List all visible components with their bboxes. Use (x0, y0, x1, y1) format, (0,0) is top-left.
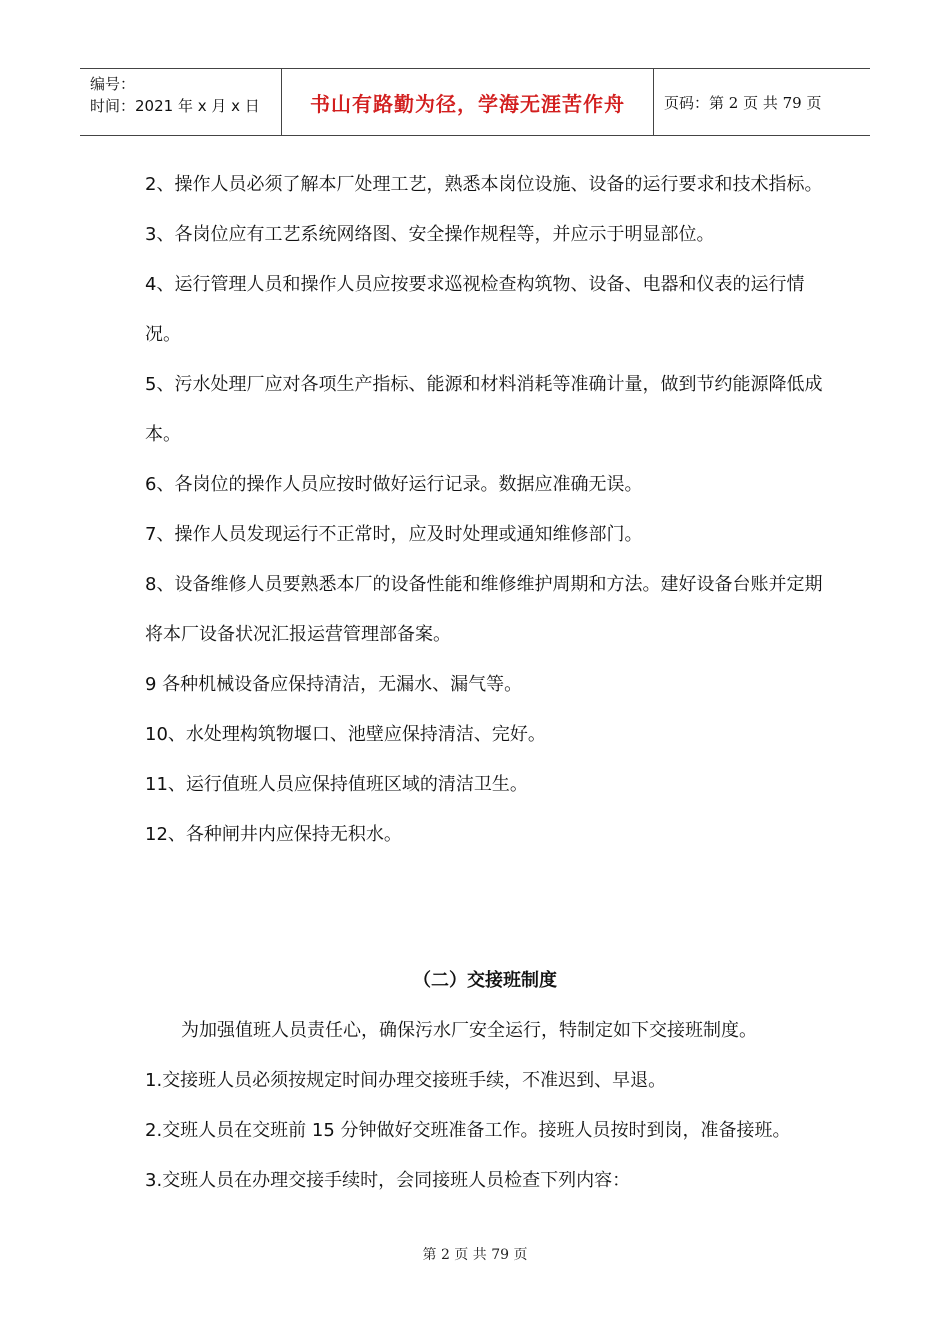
list-item: 10、水处理构筑物堰口、池壁应保持清洁、完好。 (145, 724, 546, 745)
motto: 书山有路勤为径，学海无涯苦作舟 (310, 91, 625, 116)
list-item: 2、操作人员必须了解本厂处理工艺，熟悉本岗位设施、设备的运行要求和技术指标。 (145, 174, 823, 195)
header-motto-cell (282, 69, 654, 135)
section-intro: 为加强值班人员责任心，确保污水厂安全运行，特制定如下交接班制度。 (181, 1020, 757, 1041)
list-item: 11、运行值班人员应保持值班区域的清洁卫生。 (145, 774, 528, 795)
date-label: 时间：2021 年 x 月 x 日 (90, 97, 260, 115)
list-item: 4、运行管理人员和操作人员应按要求巡视检查构筑物、设备、电器和仪表的运行情况。 (145, 274, 805, 345)
rule-item: 2.交班人员在交班前 15 分钟做好交班准备工作。接班人员按时到岗，准备接班。 (145, 1120, 791, 1141)
header-page-info: 页码：第 2 页 共 79 页 (664, 93, 822, 112)
rule-item: 1.交接班人员必须按规定时间办理交接班手续，不准迟到、早退。 (145, 1070, 667, 1091)
section-title: （二）交接班制度 (413, 970, 557, 991)
header-meta (80, 69, 282, 135)
list-item: 5、污水处理厂应对各项生产指标、能源和材料消耗等准确计量，做到节约能源降低成本。 (145, 374, 823, 445)
page-footer: 第 2 页 共 79 页 (422, 1247, 528, 1263)
list-item: 6、各岗位的操作人员应按时做好运行记录。数据应准确无误。 (145, 474, 643, 495)
section-content (145, 1006, 845, 1206)
main-content (145, 160, 825, 860)
page-header (80, 68, 870, 136)
list-item: 3、各岗位应有工艺系统网络图、安全操作规程等，并应示于明显部位。 (145, 224, 715, 245)
rule-item: 3.交班人员在办理交接手续时，会同接班人员检查下列内容： (145, 1170, 631, 1191)
list-item: 7、操作人员发现运行不正常时，应及时处理或通知维修部门。 (145, 524, 643, 545)
list-item: 8、设备维修人员要熟悉本厂的设备性能和维修维护周期和方法。建好设备台账并定期将本厂设备状况汇报运营管理部备案。 (145, 574, 823, 645)
list-item: 9 各种机械设备应保持清洁，无漏水、漏气等。 (145, 674, 523, 695)
list-item: 12、各种闸井内应保持无积水。 (145, 824, 402, 845)
code-label: 编号： (90, 75, 136, 93)
